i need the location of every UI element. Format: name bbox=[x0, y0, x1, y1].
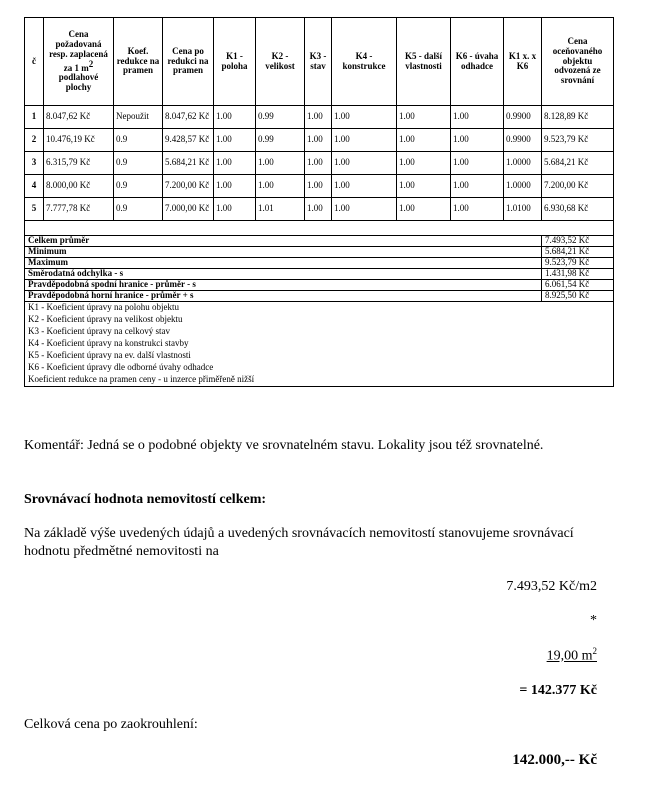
cell-cena-oc: 5.684,21 Kč bbox=[542, 152, 614, 175]
area-exponent: 2 bbox=[592, 646, 597, 656]
rounded-value: 142.000,-- Kč bbox=[512, 752, 597, 768]
cell-cena-redukce: 7.000,00 Kč bbox=[163, 198, 214, 221]
cell-k4: 1.00 bbox=[332, 106, 397, 129]
header-k4: K4 - konstrukce bbox=[332, 18, 397, 106]
cell-cena: 6.315,79 Kč bbox=[44, 152, 114, 175]
cell-k3: 1.00 bbox=[305, 152, 332, 175]
cell-koef: 0.9 bbox=[114, 198, 163, 221]
table-row bbox=[25, 152, 614, 175]
cell-k6: 1.00 bbox=[451, 175, 504, 198]
cell-k1xk6: 0.9900 bbox=[504, 106, 542, 129]
legend-row bbox=[25, 362, 614, 374]
calc-result: = 142.377 Kč bbox=[519, 683, 597, 698]
cell-k6: 1.00 bbox=[451, 152, 504, 175]
summary-value: 7.493,52 Kč bbox=[542, 236, 614, 247]
cell-k3: 1.00 bbox=[305, 106, 332, 129]
cell-k1xk6: 0.9900 bbox=[504, 129, 542, 152]
legend-row bbox=[25, 350, 614, 362]
cell-k5: 1.00 bbox=[397, 106, 451, 129]
legend-item: K3 - Koeficient úpravy na celkový stav bbox=[25, 326, 614, 338]
cell-k2: 0.99 bbox=[256, 106, 305, 129]
summary-label: Směrodatná odchylka - s bbox=[25, 269, 542, 280]
cell-cena-oc: 8.128,89 Kč bbox=[542, 106, 614, 129]
cell-k1: 1.00 bbox=[214, 175, 256, 198]
cell-cena-redukce: 7.200,00 Kč bbox=[163, 175, 214, 198]
cell-k6: 1.00 bbox=[451, 198, 504, 221]
cell-k5: 1.00 bbox=[397, 175, 451, 198]
legend-item: K6 - Koeficient úpravy dle odborné úvahy odhadce bbox=[25, 362, 614, 374]
table-header-row bbox=[25, 18, 614, 106]
cell-k5: 1.00 bbox=[397, 129, 451, 152]
header-cena-oc: Cena oceňovaného objektu odvozená ze srovnání bbox=[542, 18, 614, 106]
summary-value: 1.431,98 Kč bbox=[542, 269, 614, 280]
cell-k4: 1.00 bbox=[332, 129, 397, 152]
summary-row bbox=[25, 269, 614, 280]
cell-k1: 1.00 bbox=[214, 152, 256, 175]
cell-cena: 8.047,62 Kč bbox=[44, 106, 114, 129]
cell-c: 1 bbox=[25, 106, 44, 129]
cell-koef: 0.9 bbox=[114, 129, 163, 152]
header-c: č bbox=[25, 18, 44, 106]
cell-koef: 0.9 bbox=[114, 152, 163, 175]
legend-item: K2 - Koeficient úpravy na velikost objektu bbox=[25, 314, 614, 326]
summary-label: Maximum bbox=[25, 258, 542, 269]
cell-c: 4 bbox=[25, 175, 44, 198]
summary-value: 5.684,21 Kč bbox=[542, 247, 614, 258]
summary-label: Pravděpodobná spodní hranice - průměr - s bbox=[25, 280, 542, 291]
cell-k1: 1.00 bbox=[214, 129, 256, 152]
legend-row bbox=[25, 326, 614, 338]
cell-c: 5 bbox=[25, 198, 44, 221]
intro-text: Na základě výše uvedených údajů a uvedených srovnávacích nemovitostí stanovujeme srovnávací hodnotu předmětné nemovitosti na bbox=[24, 526, 574, 559]
header-k5: K5 - další vlastnosti bbox=[397, 18, 451, 106]
legend-item: Koeficient redukce na pramen ceny - u inzerce přiměřeně nižší bbox=[25, 374, 614, 387]
summary-value: 6.061,54 Kč bbox=[542, 280, 614, 291]
legend-row bbox=[25, 374, 614, 387]
header-k6: K6 - úvaha odhadce bbox=[451, 18, 504, 106]
cell-k1xk6: 1.0100 bbox=[504, 198, 542, 221]
cell-k5: 1.00 bbox=[397, 152, 451, 175]
legend-item: K1 - Koeficient úpravy na polohu objektu bbox=[25, 302, 614, 315]
cell-k4: 1.00 bbox=[332, 175, 397, 198]
cell-k6: 1.00 bbox=[451, 129, 504, 152]
cell-cena-oc: 6.930,68 Kč bbox=[542, 198, 614, 221]
cell-k4: 1.00 bbox=[332, 152, 397, 175]
table-row bbox=[25, 198, 614, 221]
cell-k1xk6: 1.0000 bbox=[504, 152, 542, 175]
legend-item: K4 - Koeficient úpravy na konstrukci stavby bbox=[25, 338, 614, 350]
header-koef: Koef. redukce na pramen bbox=[114, 18, 163, 106]
cell-cena: 10.476,19 Kč bbox=[44, 129, 114, 152]
legend-row bbox=[25, 302, 614, 315]
cell-c: 2 bbox=[25, 129, 44, 152]
summary-label: Celkem průměr bbox=[25, 236, 542, 247]
comment-text: Komentář: Jedná se o podobné objekty ve srovnatelném stavu. Lokality jsou též srovnatelné. bbox=[24, 438, 544, 453]
cell-k6: 1.00 bbox=[451, 106, 504, 129]
cell-k2: 1.01 bbox=[256, 198, 305, 221]
cell-k3: 1.00 bbox=[305, 129, 332, 152]
header-k1: K1 - poloha bbox=[214, 18, 256, 106]
cell-k3: 1.00 bbox=[305, 175, 332, 198]
area-number: 19,00 m bbox=[546, 648, 593, 664]
cell-cena: 8.000,00 Kč bbox=[44, 175, 114, 198]
cell-k2: 1.00 bbox=[256, 152, 305, 175]
summary-row bbox=[25, 280, 614, 291]
cell-cena-redukce: 8.047,62 Kč bbox=[163, 106, 214, 129]
legend-row bbox=[25, 338, 614, 350]
cell-k3: 1.00 bbox=[305, 198, 332, 221]
unit-price: 7.493,52 Kč/m2 bbox=[506, 579, 597, 594]
legend-item: K5 - Koeficient úpravy na ev. další vlastnosti bbox=[25, 350, 614, 362]
area-value bbox=[547, 646, 597, 665]
legend-row bbox=[25, 314, 614, 326]
summary-row bbox=[25, 236, 614, 247]
rounded-label: Celková cena po zaokrouhlení: bbox=[24, 717, 198, 732]
cell-c: 3 bbox=[25, 152, 44, 175]
table-row bbox=[25, 129, 614, 152]
cell-cena-oc: 9.523,79 Kč bbox=[542, 129, 614, 152]
table-row bbox=[25, 106, 614, 129]
header-cena: Cena požadovaná resp. zaplacená za 1 $m^2$ podlahové plochy bbox=[44, 18, 114, 106]
cell-cena-redukce: 5.684,21 Kč bbox=[163, 152, 214, 175]
header-k1xk6: K1 x. x K6 bbox=[504, 18, 542, 106]
cell-k5: 1.00 bbox=[397, 198, 451, 221]
cell-k1: 1.00 bbox=[214, 198, 256, 221]
cell-k4: 1.00 bbox=[332, 198, 397, 221]
cell-cena-oc: 7.200,00 Kč bbox=[542, 175, 614, 198]
header-k2: K2 - velikost bbox=[256, 18, 305, 106]
cell-cena-redukce: 9.428,57 Kč bbox=[163, 129, 214, 152]
header-k3: K3 - stav bbox=[305, 18, 332, 106]
cell-cena: 7.777,78 Kč bbox=[44, 198, 114, 221]
comparison-table bbox=[24, 17, 614, 387]
summary-row bbox=[25, 258, 614, 269]
summary-value: 9.523,79 Kč bbox=[542, 258, 614, 269]
header-cena-redukce: Cena po redukci na pramen bbox=[163, 18, 214, 106]
table-gap-row bbox=[25, 221, 614, 236]
summary-label: Minimum bbox=[25, 247, 542, 258]
cell-k2: 1.00 bbox=[256, 175, 305, 198]
section-heading: Srovnávací hodnota nemovitostí celkem: bbox=[24, 492, 267, 507]
summary-value: 8.925,50 Kč bbox=[542, 291, 614, 302]
times-sign: * bbox=[590, 613, 597, 628]
cell-k2: 0.99 bbox=[256, 129, 305, 152]
cell-k1: 1.00 bbox=[214, 106, 256, 129]
summary-row bbox=[25, 247, 614, 258]
cell-k1xk6: 1.0000 bbox=[504, 175, 542, 198]
summary-label: Pravděpodobná horní hranice - průměr + s bbox=[25, 291, 542, 302]
table-row bbox=[25, 175, 614, 198]
cell-koef: Nepoužit bbox=[114, 106, 163, 129]
cell-koef: 0.9 bbox=[114, 175, 163, 198]
summary-row bbox=[25, 291, 614, 302]
